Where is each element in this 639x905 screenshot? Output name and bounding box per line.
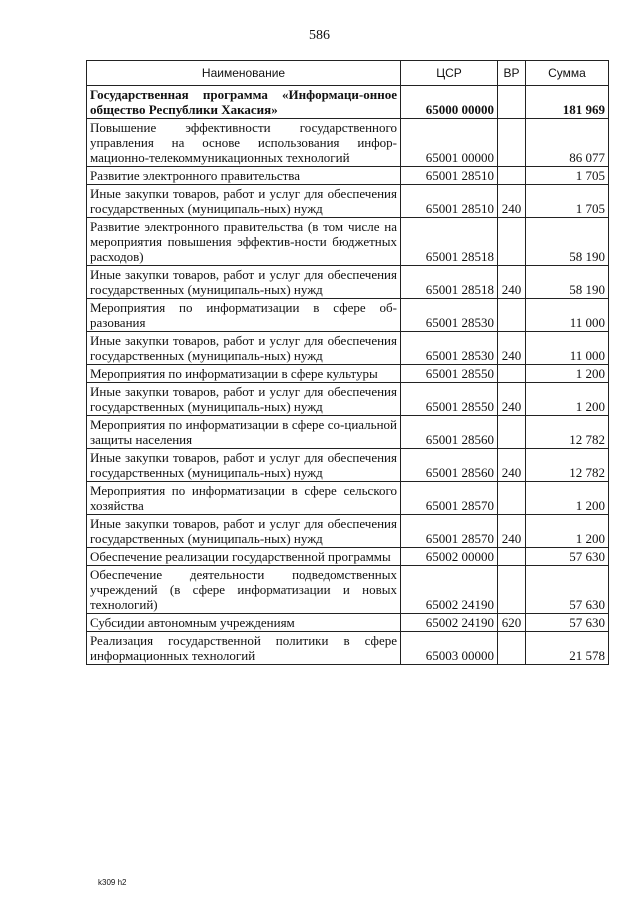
row-vr-cell xyxy=(498,218,526,266)
table-row xyxy=(87,185,609,218)
page-number: 586 xyxy=(309,28,330,43)
row-name-cell: Реализация государственной политики в сфере информационных технологий xyxy=(87,632,401,665)
row-csr-cell: 65001 28530 xyxy=(401,299,498,332)
row-sum-cell: 181 969 xyxy=(526,86,609,119)
row-csr-cell: 65001 28550 xyxy=(401,365,498,383)
table-body xyxy=(87,86,609,665)
row-sum-cell: 11 000 xyxy=(526,299,609,332)
row-csr-cell: 65001 28560 xyxy=(401,416,498,449)
row-vr-cell xyxy=(498,119,526,167)
row-vr-cell: 240 xyxy=(498,266,526,299)
row-name-cell: Субсидии автономным учреждениям xyxy=(87,614,401,632)
row-vr-cell xyxy=(498,299,526,332)
row-name-cell: Иные закупки товаров, работ и услуг для обеспечения государственных (муниципаль-ных) нужд xyxy=(87,383,401,416)
row-name-cell: Развитие электронного правительства xyxy=(87,167,401,185)
table-row xyxy=(87,416,609,449)
header-csr: ЦСР xyxy=(401,61,498,86)
table-row xyxy=(87,218,609,266)
table-row xyxy=(87,383,609,416)
row-sum-cell: 57 630 xyxy=(526,548,609,566)
row-sum-cell: 1 200 xyxy=(526,365,609,383)
row-name-cell: Мероприятия по информатизации в сфере со-циальной защиты населения xyxy=(87,416,401,449)
row-csr-cell: 65001 28560 xyxy=(401,449,498,482)
row-vr-cell: 240 xyxy=(498,332,526,365)
table-row xyxy=(87,299,609,332)
row-csr-cell: 65002 00000 xyxy=(401,548,498,566)
table-row xyxy=(87,632,609,665)
row-name-cell: Мероприятия по информатизации в сфере культуры xyxy=(87,365,401,383)
row-name-cell: Обеспечение реализации государственной программы xyxy=(87,548,401,566)
table-row xyxy=(87,482,609,515)
row-sum-cell: 1 705 xyxy=(526,167,609,185)
row-name-cell: Повышение эффективности государственного управления на основе использования инфор-мационно-телекоммуникационных технологий xyxy=(87,119,401,167)
row-vr-cell: 240 xyxy=(498,449,526,482)
header-sum: Сумма xyxy=(526,61,609,86)
row-name-cell: Мероприятия по информатизации в сфере об-разования xyxy=(87,299,401,332)
row-name-cell: Иные закупки товаров, работ и услуг для обеспечения государственных (муниципаль-ных) нужд xyxy=(87,515,401,548)
row-vr-cell xyxy=(498,416,526,449)
table-row xyxy=(87,332,609,365)
row-sum-cell: 12 782 xyxy=(526,416,609,449)
row-name-cell: Иные закупки товаров, работ и услуг для обеспечения государственных (муниципаль-ных) нужд xyxy=(87,266,401,299)
table-row xyxy=(87,515,609,548)
row-name-cell: Мероприятия по информатизации в сфере сельского хозяйства xyxy=(87,482,401,515)
row-csr-cell: 65001 28510 xyxy=(401,167,498,185)
table-row xyxy=(87,167,609,185)
row-vr-cell xyxy=(498,365,526,383)
row-vr-cell: 620 xyxy=(498,614,526,632)
row-name-cell: Иные закупки товаров, работ и услуг для обеспечения государственных (муниципаль-ных) нужд xyxy=(87,185,401,218)
table-header-row xyxy=(87,61,609,86)
table-row xyxy=(87,119,609,167)
header-vr: ВР xyxy=(498,61,526,86)
row-csr-cell: 65001 28530 xyxy=(401,332,498,365)
row-vr-cell: 240 xyxy=(498,185,526,218)
row-vr-cell xyxy=(498,632,526,665)
row-sum-cell: 1 200 xyxy=(526,482,609,515)
row-vr-cell xyxy=(498,482,526,515)
table-row xyxy=(87,548,609,566)
row-csr-cell: 65001 00000 xyxy=(401,119,498,167)
row-vr-cell: 240 xyxy=(498,515,526,548)
row-name-cell: Государственная программа «Информаци-онное общество Республики Хакасия» xyxy=(87,86,401,119)
budget-table xyxy=(86,60,609,665)
row-csr-cell: 65001 28518 xyxy=(401,266,498,299)
row-name-cell: Иные закупки товаров, работ и услуг для обеспечения государственных (муниципаль-ных) нужд xyxy=(87,332,401,365)
table-row xyxy=(87,614,609,632)
table-row xyxy=(87,449,609,482)
table-row xyxy=(87,365,609,383)
row-csr-cell: 65003 00000 xyxy=(401,632,498,665)
row-csr-cell: 65002 24190 xyxy=(401,614,498,632)
row-sum-cell: 1 705 xyxy=(526,185,609,218)
row-csr-cell: 65001 28518 xyxy=(401,218,498,266)
row-name-cell: Иные закупки товаров, работ и услуг для обеспечения государственных (муниципаль-ных) нужд xyxy=(87,449,401,482)
row-sum-cell: 1 200 xyxy=(526,383,609,416)
row-sum-cell: 12 782 xyxy=(526,449,609,482)
row-sum-cell: 58 190 xyxy=(526,266,609,299)
row-csr-cell: 65000 00000 xyxy=(401,86,498,119)
row-sum-cell: 86 077 xyxy=(526,119,609,167)
header-name: Наименование xyxy=(87,61,401,86)
row-sum-cell: 21 578 xyxy=(526,632,609,665)
row-sum-cell: 58 190 xyxy=(526,218,609,266)
row-name-cell: Развитие электронного правительства (в том числе на мероприятия повышения эффектив-ности бюджетных расходов) xyxy=(87,218,401,266)
row-csr-cell: 65001 28570 xyxy=(401,515,498,548)
row-sum-cell: 57 630 xyxy=(526,566,609,614)
row-vr-cell xyxy=(498,548,526,566)
row-vr-cell: 240 xyxy=(498,383,526,416)
row-vr-cell xyxy=(498,86,526,119)
row-csr-cell: 65002 24190 xyxy=(401,566,498,614)
row-csr-cell: 65001 28550 xyxy=(401,383,498,416)
row-name-cell: Обеспечение деятельности подведомственных учреждений (в сфере информатизации и новых технологий) xyxy=(87,566,401,614)
row-sum-cell: 57 630 xyxy=(526,614,609,632)
row-sum-cell: 11 000 xyxy=(526,332,609,365)
table-row xyxy=(87,566,609,614)
table-row xyxy=(87,266,609,299)
table-row xyxy=(87,86,609,119)
footer-code: k309 h2 xyxy=(98,878,127,887)
row-sum-cell: 1 200 xyxy=(526,515,609,548)
row-csr-cell: 65001 28570 xyxy=(401,482,498,515)
row-vr-cell xyxy=(498,566,526,614)
row-vr-cell xyxy=(498,167,526,185)
row-csr-cell: 65001 28510 xyxy=(401,185,498,218)
